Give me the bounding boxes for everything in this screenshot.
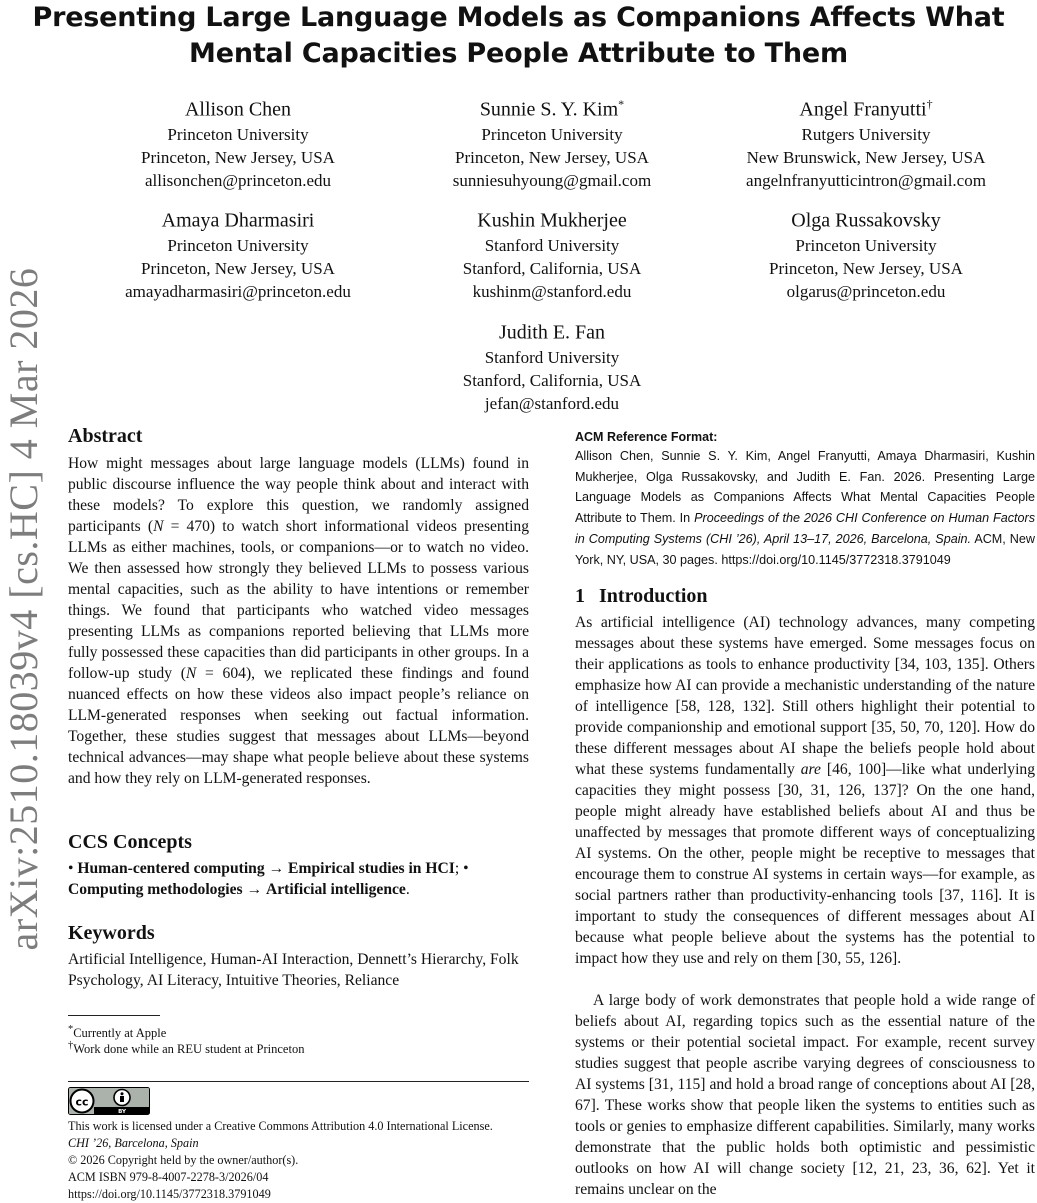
keywords-heading: Keywords xyxy=(68,922,155,944)
doi-link[interactable]: https://doi.org/10.1145/3772318.3791049 xyxy=(68,1187,271,1201)
footnote-rule xyxy=(68,1015,160,1016)
ccs-separator: ; xyxy=(454,860,460,877)
author-affiliation: Princeton University xyxy=(167,235,309,255)
author-name: Judith E. Fan xyxy=(498,321,606,344)
author-location: Princeton, New Jersey, USA xyxy=(141,147,335,167)
n-variable: N xyxy=(153,518,164,535)
author-block xyxy=(387,315,717,415)
license-rule xyxy=(68,1081,529,1082)
ccs-bullet: • xyxy=(463,860,469,877)
author-block xyxy=(387,203,717,303)
section-title: Introduction xyxy=(599,585,708,607)
intro-text: [46, 100]—like what underlying capacities they might possess [30, 31, 126, 137]? On the one hand, people might already have established beliefs about AI and thus be unaffected by messages that promote different ways of conceptualizing AI systems. On the other, people might be receptive to messages that encourage them to construe AI systems in certain ways—for example, as social partners rather than productivity-enhancing tools [37, 116]. It is important to study the consequences of different messages about AI because what people believe about the systems has the potential to impact how they use and rely on them [30, 55, 126]. xyxy=(575,761,1035,967)
intro-paragraph-1 xyxy=(575,612,1035,969)
author-location: Stanford, California, USA xyxy=(462,370,642,390)
abstract-heading: Abstract xyxy=(68,425,143,447)
ccs-concept: Computing methodologies xyxy=(68,881,243,898)
author-email: sunniesuhyoung@gmail.com xyxy=(452,170,652,190)
author-affiliation: Princeton University xyxy=(481,124,623,144)
abstract-part-2: = 470) to watch short informational videos presenting LLMs as either machines, tools, or companions—or to watch no video. We then assessed how strongly they believed LLMs to possess various mental capacities, such as the ability to have intentions or remember things. We found that participants who watched video messages presenting LLMs as companions reported believing that LLMs more fully possessed these capacities than did participants in other groups. In a follow-up study ( xyxy=(68,518,529,682)
author-affiliation: Rutgers University xyxy=(801,124,931,144)
venue: CHI ’26, Barcelona, Spain xyxy=(68,1136,199,1150)
author-location: Princeton, New Jersey, USA xyxy=(769,258,963,278)
author-name: Sunnie S. Y. Kim xyxy=(479,98,619,121)
paper-title-line-2: Mental Capacities People Attribute to Them xyxy=(189,38,848,69)
author-email: jefan@stanford.edu xyxy=(484,393,620,413)
author-mark: * xyxy=(618,97,625,111)
ccs-bullet: • xyxy=(68,860,74,877)
paper-title-line-1: Presenting Large Language Models as Companions Affects What xyxy=(32,2,1005,33)
footnote-text: Work done while an REU student at Princeton xyxy=(73,1042,305,1057)
author-affiliation: Princeton University xyxy=(167,124,309,144)
author-location: Princeton, New Jersey, USA xyxy=(141,258,335,278)
acm-reference-venue: Proceedings of the 2026 CHI Conference on Human Factors in Computing Systems (CHI ’26), April 13–17, 2026, Barcelona, Spain. xyxy=(575,511,1035,546)
acm-reference-heading: ACM Reference Format: xyxy=(575,430,718,444)
ccs-concept: Human-centered computing xyxy=(77,860,265,877)
introduction-heading xyxy=(575,584,708,608)
author-name: Allison Chen xyxy=(184,98,292,121)
creative-commons-by-icon xyxy=(68,1087,150,1115)
author-affiliation: Stanford University xyxy=(484,347,620,367)
author-affiliation: Stanford University xyxy=(484,235,620,255)
author-name: Kushin Mukherjee xyxy=(477,209,627,232)
copyright: © 2026 Copyright held by the owner/author(s). xyxy=(68,1153,299,1167)
footnote-mark: † xyxy=(68,1040,74,1051)
author-location: New Brunswick, New Jersey, USA xyxy=(746,147,986,167)
ccs-heading: CCS Concepts xyxy=(68,831,192,853)
abstract-part-1: How might messages about large language models (LLMs) found in public discourse influence the way people think about and interact with these models? To explore this question, we randomly assigned participants ( xyxy=(68,455,529,535)
arxiv-identifier: arXiv:2510.18039v4 [cs.HC] 4 Mar 2026 xyxy=(1,267,46,951)
footnote-mark: * xyxy=(68,1024,74,1035)
ccs-arrow: → xyxy=(246,881,263,898)
intro-text: As artificial intelligence (AI) technology advances, many competing messages about these systems have emerged. Some messages focus on their applications as tools to enhance productivity [34, 103, 135]. Others emphasize how AI can provide a mechanistic understanding of the nature of intelligence [58, 128, 132]. Still others highlight their potential to provide companionship and emotional support [35, 50, 70, 120]. How do these different messages about AI shape the beliefs people hold about what these systems fundamentally xyxy=(575,614,1035,778)
acm-reference-text xyxy=(575,446,1035,570)
acm-reference-part: Allison Chen, Sunnie S. Y. Kim, Angel Franyutti, Amaya Dharmasiri, Kushin Mukherjee, Olga Russakovsky, and Judith E. Fan. 2026. Presenting Large Language Models as Companions Affects What Mental Capacities People Attribute to Them. In xyxy=(575,449,1035,526)
n-variable: N xyxy=(185,665,197,682)
ccs-end: . xyxy=(405,881,410,898)
author-email: kushinm@stanford.edu xyxy=(472,281,632,301)
author-block xyxy=(701,203,1031,303)
author-affiliation: Princeton University xyxy=(795,235,937,255)
author-name: Olga Russakovsky xyxy=(791,209,941,232)
author-block xyxy=(73,92,403,192)
author-name: Amaya Dharmasiri xyxy=(161,209,315,232)
abstract-text xyxy=(68,453,529,789)
author-email: angelnfranyutticintron@gmail.com xyxy=(746,170,986,190)
author-email: amayadharmasiri@princeton.edu xyxy=(125,281,351,301)
author-name: Angel Franyutti xyxy=(799,98,927,121)
license-info xyxy=(68,1118,538,1203)
author-email: olgarus@princeton.edu xyxy=(786,281,946,301)
ccs-concepts xyxy=(68,858,530,900)
author-block xyxy=(701,92,1031,192)
by-mark: BY xyxy=(118,1109,126,1115)
intro-paragraph-2: A large body of work demonstrates that people hold a wide range of beliefs about AI, regarding topics such as the essential nature of the systems or their potential societal impact. For example, recent survey studies suggest that people ascribe varying degrees of consciousness to AI systems [31, 115] and hold a broad range of conceptions about AI [28, 67]. These works show that people liken the systems to entities such as tools or genies to emphasize different capabilities. Similarly, many works demonstrate that the public holds both optimistic and pessimistic outlooks on how AI will change society [12, 21, 23, 36, 62]. Yet it remains unclear on the xyxy=(575,992,1035,1198)
author-block xyxy=(73,203,403,303)
footnote xyxy=(68,1037,304,1058)
ccs-concept: Empirical studies in HCI xyxy=(288,860,455,877)
paper-title xyxy=(0,0,1037,72)
author-block xyxy=(387,92,717,192)
acm-reference-part: ACM, New York, NY, USA, 30 pages. https://doi.org/10.1145/3772318.3791049 xyxy=(575,531,1035,567)
isbn: ACM ISBN 979-8-4007-2278-3/2026/04 xyxy=(68,1170,269,1184)
abstract-part-3: = 604), we replicated these findings and found nuanced effects on how these videos also impact people’s reliance on LLM-generated responses when seeking out factual information. Together, these studies suggest that messages about LLMs—beyond technical advances—may shape what people believe about these systems and how they rely on LLM-generated responses. xyxy=(68,665,530,787)
ccs-concept: Artificial intelligence xyxy=(265,881,406,898)
author-location: Stanford, California, USA xyxy=(462,258,642,278)
author-mark: † xyxy=(926,97,933,111)
keywords-text: Artificial Intelligence, Human-AI Interaction, Dennett’s Hierarchy, Folk Psychology, AI Literacy, Intuitive Theories, Reliance xyxy=(68,951,519,989)
intro-emphasis: are xyxy=(800,761,821,778)
license-text: This work is licensed under a Creative Commons Attribution 4.0 International License. xyxy=(68,1119,493,1133)
section-number: 1 xyxy=(575,585,585,607)
cc-mark: cc xyxy=(75,1095,89,1109)
footnote-text: Currently at Apple xyxy=(73,1026,167,1041)
author-email: allisonchen@princeton.edu xyxy=(144,170,332,190)
author-location: Princeton, New Jersey, USA xyxy=(455,147,649,167)
ccs-arrow: → xyxy=(268,860,285,877)
